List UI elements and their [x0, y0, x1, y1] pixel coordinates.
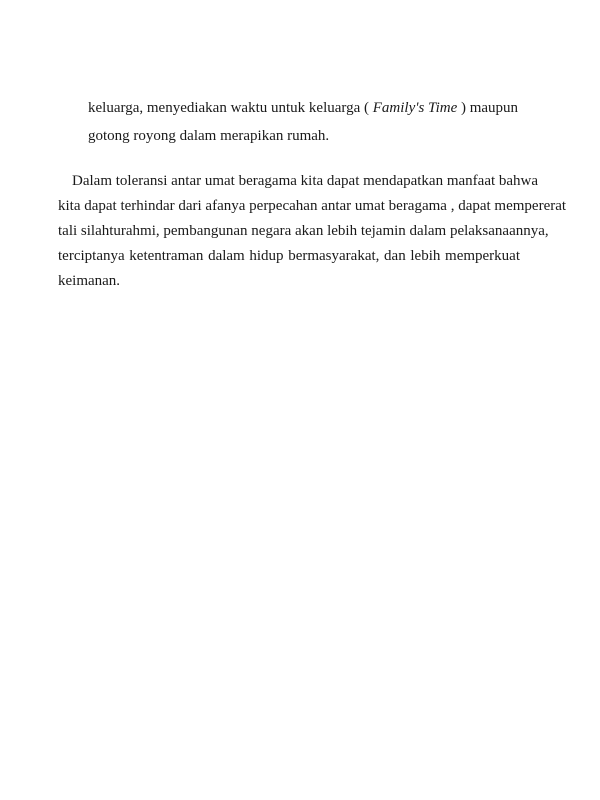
paragraph-1-line-1	[88, 98, 518, 118]
paragraph-2-line-1: Dalam toleransi antar umat beragama kita dapat mendapatkan manfaat bahwa	[72, 173, 539, 189]
family-time-emphasis: Family's Time	[372, 100, 458, 116]
paragraph-2-line-4: terciptanya ketentraman dalam hidup bermasyarakat, dan lebih memperkuat	[58, 248, 520, 264]
paragraph-1-line-1-tail: ) maupun	[457, 100, 519, 116]
paragraph-2-line-5: keimanan.	[58, 273, 121, 289]
paragraph-2-line-2: kita dapat terhindar dari afanya perpecahan antar umat beragama , dapat mempererat	[58, 198, 567, 214]
paragraph-2-line-3: tali silahturahmi, pembangunan negara akan lebih tejamin dalam pelaksanaannya,	[58, 223, 549, 239]
paragraph-1-line-2: gotong royong dalam merapikan rumah.	[88, 128, 330, 144]
paragraph-1-line-1-text: keluarga, menyediakan waktu untuk keluarga (	[88, 100, 373, 116]
